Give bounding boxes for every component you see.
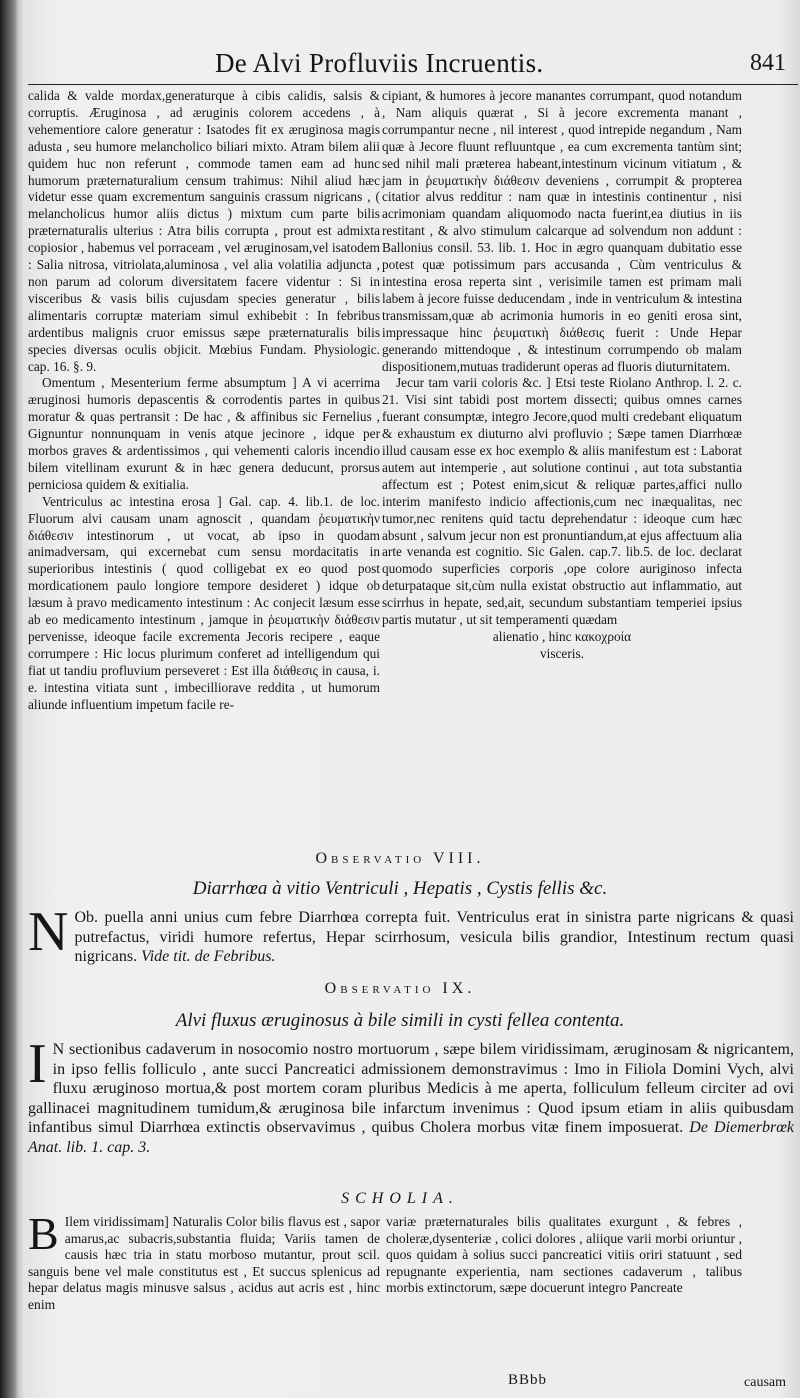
scholia-text: variæ præternaturales bilis qualitates exurgunt , & febres , choleræ,dysenteriæ , colici dolores , aliique varii morbi oriuntur , quos quidam à solius succi pancreatici vitiis oriri statuunt , sed repugnante experientia, nam sectiones cadaverum , talibus morbis extinctorum, sæpe docuerunt integro Pancreate — [386, 1214, 742, 1296]
paragraph: Ventriculus ac intestina erosa ] Gal. cap. 4. lib.1. de loc. Fluorum alvi causam unam agnoscit , quandam ῥευματικὴν διάθεσιν intestinorum , ut vocat, ab ipso in quodam animadversam, qui excernebat cum sensu mordacitatis in superioribus intestinis ( quod colligebat ex eo quod post mordicationem paulo longiore tempore desideret ) idque ob læsum à pravo medicamento intestinum : Ac conjecit læsum esse ab eo medicamento intestinum , jamque in ῥευματικὴν διάθεσιν pervenisse, ideoque facile excrementa Jecoris recipere , eaque corrumpere : Hic locus plurimum conferet ad intelligendum qui fiat ut tandiu profluvium perseveret : Est illa διάθεσις in causa, i. e. intestina vitiata sunt , imbecilliorave reddita , ut humorum aliunde influentium impetum facile re- — [28, 493, 380, 712]
scholia-title: SCHOLIA. — [341, 1190, 459, 1207]
page-number: 841 — [750, 50, 786, 76]
observatio-9-title: Observatio IX. — [324, 980, 476, 997]
drop-cap: I — [28, 1033, 47, 1095]
signature-mark: BBbb — [508, 1372, 548, 1388]
paragraph-end-line: visceris. — [540, 645, 584, 661]
drop-cap: N — [28, 901, 69, 963]
cross-reference: Vide tit. de Febribus. — [141, 948, 276, 966]
observatio-8-subtitle: Diarrhœa à vitio Ventriculi , Hepatis , Cystis fellis &c. — [192, 878, 608, 899]
paragraph: calida & valde mordax,generaturque à cibis calidis, salsis & corruptis. Æruginosa , ad æruginis colorem accedens , à vehementiore calore generatur : Isatodes fit ex æruginosa magis adusta , seu humore melancholico biliari mixto. Atram bilem alii quidem huc non referunt , commode tamen eam ad hunc humorum præternaturalium censum trahimus: Nihil aliud hæc videtur esse quam excrementum sanguinis crassum nigricans , ( melancholicus humor aliis dictus ) mixtum cum parte bilis præternaturalis ulterius : Atra bilis corrupta , prout est admixta copiosior , habemus vel porraceam , vel æruginosam,vel isatodem : Salia nitrosa, vitriolata,aluminosa , vel alia volatilia adjuncta , non parum ad colorum diversitatem facere videntur : Si in visceribus & vasis bilis cujusdam species generatur , bilis alimentaris corruptæ materiam simul exhibebit : In febribus ardentibus malignis cruor emissus sæpe præternaturalis bilis species diversas oculis objicit. Mœbius Fundam. Physiologic. cap. 16. §. 9. — [28, 88, 380, 374]
catchword: causam — [744, 1375, 786, 1390]
header-rule — [28, 84, 798, 85]
paragraph: Omentum , Mesenterium ferme absumptum ] A vi acerrima æruginosi humoris depascentis & corrodentis partes in quibus moratur & quas pertransit : De hac , & affinibus sic Fernelius , Gignuntur nonnunquam in venis atque jecinore , idque per morbos graves & ardentissimos , qui vehementi caloris incendio bilem vitellinam exurunt & in hæc genera deducunt, prorsus perniciosa quidem & exitialia. — [28, 375, 380, 492]
paragraph: cipiant, & humores à jecore manantes corrumpant, quod notandum , Nam aliquis quærat , Si à jecore excrementa manant , corrumpantur necne , nil interest , quod intrepide negandum , Nam quæ à Jecore fluunt refluuntque , ea cum excrementa tantùm sint; sed nihil mali præterea habeant,intestinum vicinum vitiatum , & jam in ῥευματικὴν διάθεσιν deveniens , corrumpit & propterea citatior alvus redditur : nam quæ in intestinis continentur , nisi acrimoniam quandam aliquomodo nacta fuerint,ea diutius in iis restitant , & alvo stimulum calcarque ad solvendum non addunt : Ballonius consil. 53. lib. 1. Hoc in ægro quanquam dubitatio esse potest quæ potissimum pars accusanda , Cùm ventriculus & intestina erosa reperta sint , verisimile tamen est primam mali labem à jecore fuisse deducendam , inde in ventriculum & intestina transmissam,quæ ab acrimonia humoris in eo geniti erosa sint, impressaque hinc ῥευματικὴ διάθεσις fuerit : Unde Hepar generando mittendoque , & intestinum corrumpendo ob malam dispositionem,mutuas tradiderunt operas ad fluoris diuturnitatem. — [382, 88, 742, 374]
observatio-9-subtitle: Alvi fluxus æruginosus à bile simili in cysti fellea contenta. — [175, 1010, 625, 1031]
scholia-right-column — [386, 1214, 742, 1297]
observatio-8-body — [28, 901, 794, 967]
cross-reference: De Diemerbrœk Anat. lib. 1. cap. 3. — [28, 1119, 794, 1156]
right-column — [382, 88, 742, 663]
scholia-left-column — [28, 1208, 380, 1314]
observation-text: Ob. puella anni unius cum febre Diarrhœa correpta fuit. Ventriculus erat in sinistra parte nigricans & quasi putrefactus, viridi humore refertus, Hepar scirrhosum, vesicula bilis grandior, Intestinum rectum quasi nigricans. — [74, 909, 794, 966]
scholia-text: Ilem viridissimam] Naturalis Color bilis flavus est , sapor amarus,ac subacris,substantia fluida; Variis tamen de causis hæc tria in statu morboso mutantur, prout scil. sanguis bene vel male constitutus est , Et succus splenicus ad hepar delatus magis minusve salsus , acidus aut acris est , hinc enim — [28, 1214, 380, 1312]
left-column — [28, 88, 380, 714]
observation-text: N sectionibus cadaverum in nosocomio nostro mortuorum , sæpe bilem viridissimam, æruginosam & nigricantem, in ipso fellis folliculo , ante succi Pancreatici admissionem demonstravimus : Imo in Filiola Domini Vych, alvi fluxu æruginoso mortua,& post mortem coram pluribus Medicis à me aperta, folliculum felleum circiter ad ovi gallinacei magnitudinem tumidum,& æruginosa bile infarctum invenimus : Quod ipsum etiam in aliis quibusdam infantibus simul Diarrhœa extinctis observavimus , quibus Cholera morbus vitæ finem imposuerat. — [28, 1041, 794, 1137]
paragraph: Jecur tam varii coloris &c. ] Etsi teste Riolano Anthrop. l. 2. c. 21. Visi sint tabidi post mortem dissecti; quibus omnes carnes fuerant consumptæ, integro Jecore,quod multi credebant eliquatum & exhaustum ex diuturno alvi profluvio ; Sæpe tamen Diarrhœæ illud causam esse ex hoc exemplo & aliis manifestum est : Laborat autem aut intemperie , aut solutione continui , aut tota substantia affectum est ; Potest enim,sicut & reliquæ partes,affici nullo interim manifesto indicio affectionis,cum nec inæqualitas, nec tumor,nec renitens quid tactu deprehendatur : ideoque cum hæc absunt , salvum jecur non est pronuntiandum,at ejus affectuum alia arte venanda est cognitio. Sic Galen. cap.7. lib.5. de loc. declarat quomodo superficies corporis ,ope colore auriginoso infecta deturpataque sit,cùm nulla existat obstructio aut inflammatio, aut scirrhus in hepate, sed,ait, secundum substantiam temperiei ipsius partis mutatur , ut sit temperamenti quædam — [382, 375, 742, 628]
observatio-8-title: Observatio VIII. — [315, 850, 485, 867]
running-head: De Alvi Profluviis Incruentis. — [215, 48, 544, 78]
paragraph-end-line: alienatio , hinc κακοχροία — [492, 629, 632, 644]
observatio-9-body — [28, 1033, 794, 1158]
drop-cap: B — [28, 1208, 59, 1259]
